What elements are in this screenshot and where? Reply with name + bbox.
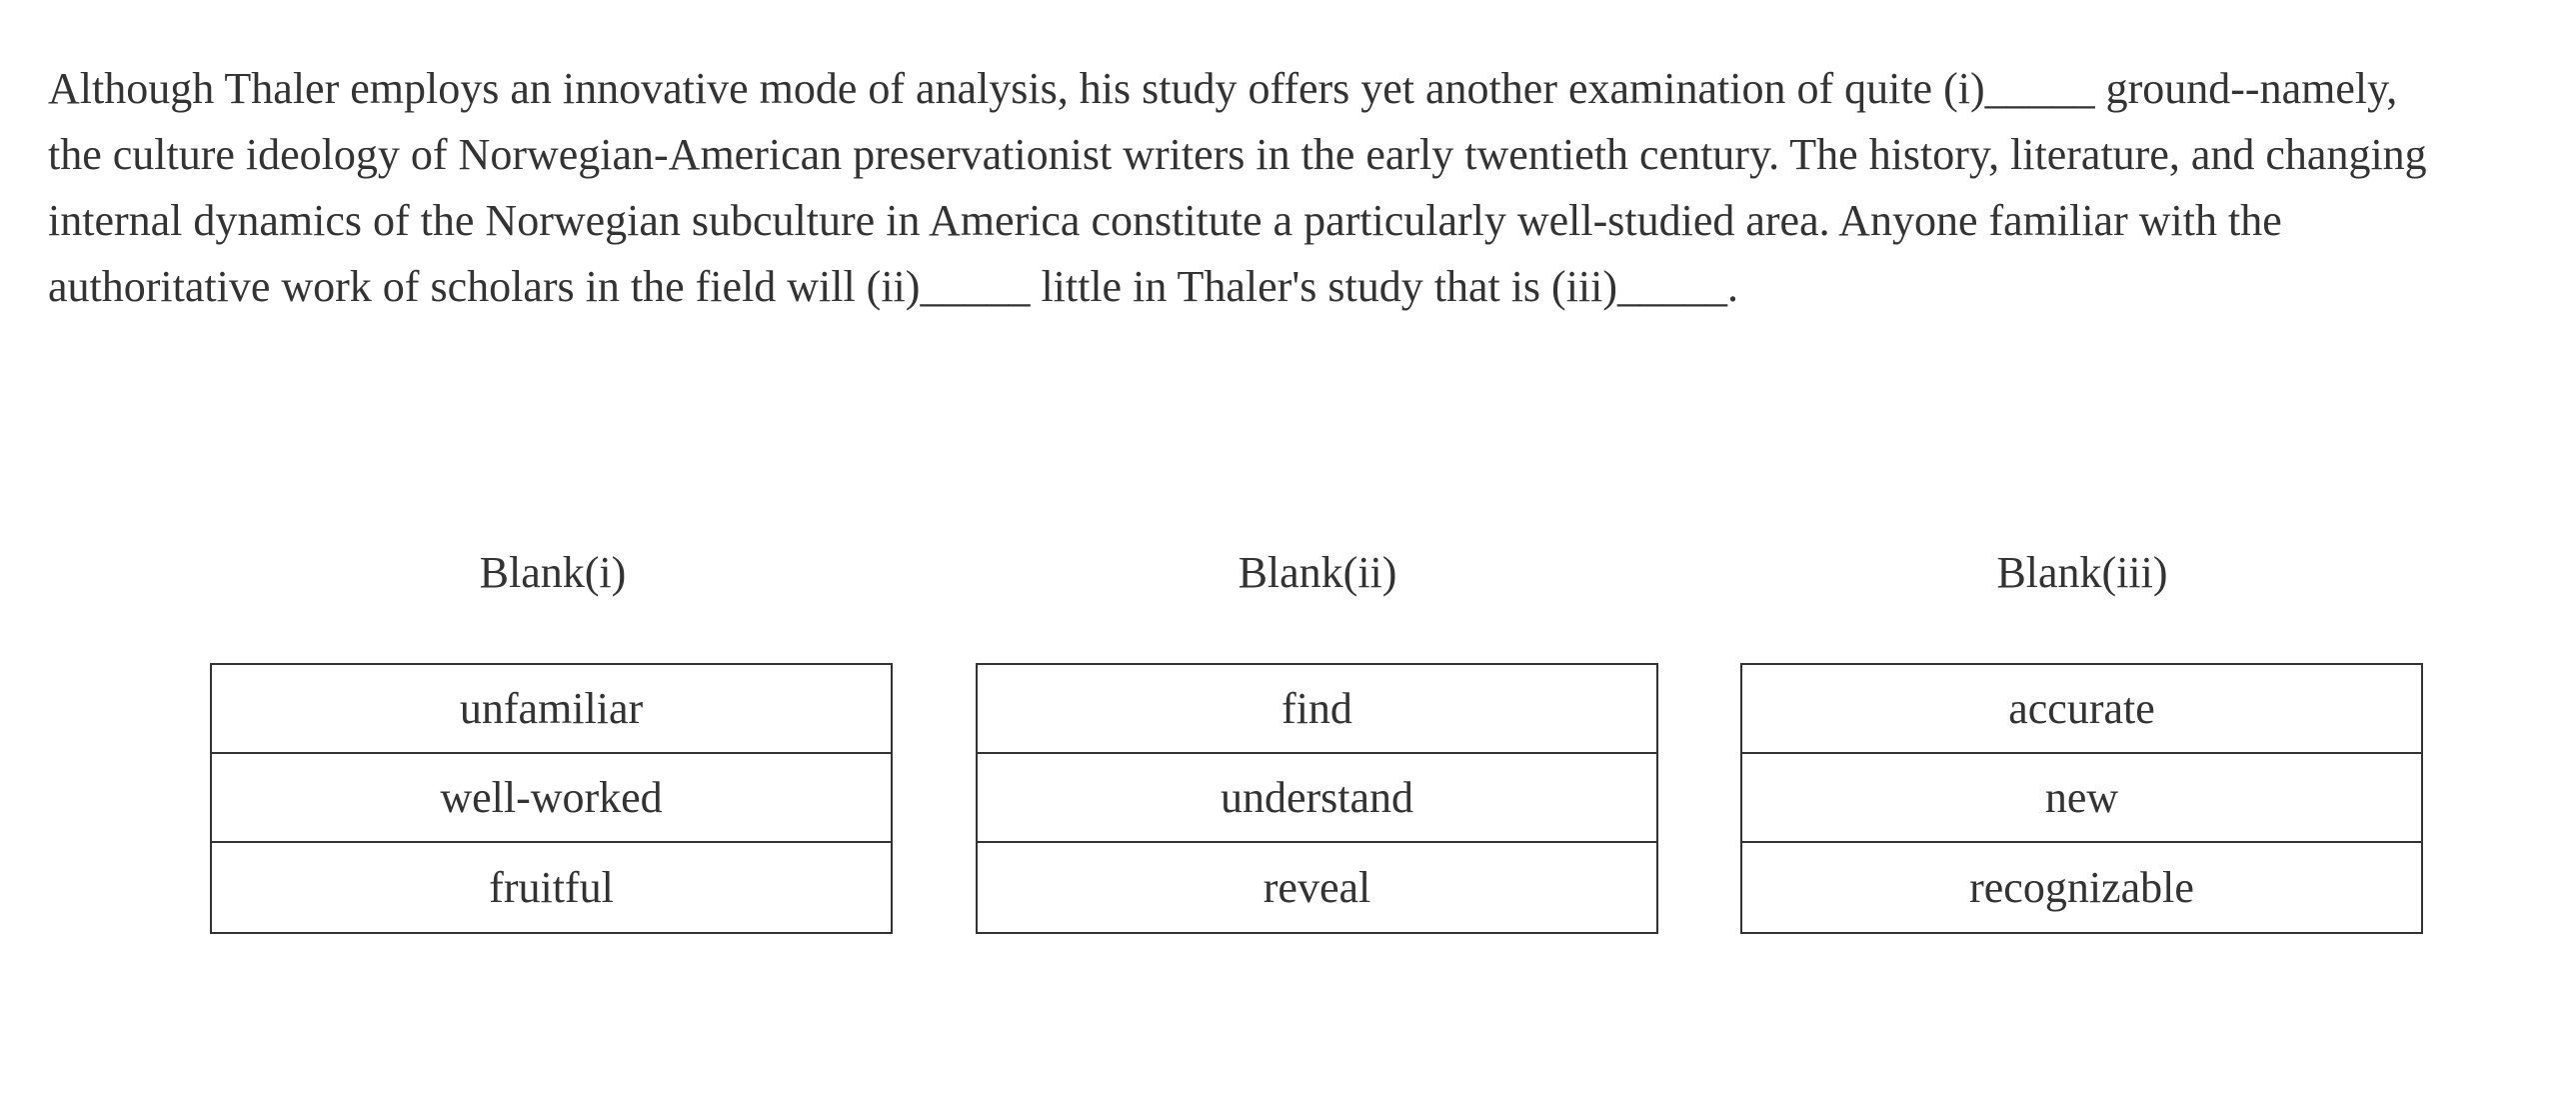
blank-i-header: Blank(i) [479, 548, 627, 597]
blank-ii-options [976, 663, 1658, 934]
blank-i-options [210, 663, 893, 934]
question-line: authoritative work of scholars in the field will (ii)_____ little in Thaler's study that is (iii)_____. [48, 262, 1739, 311]
question-line: Although Thaler employs an innovative mode of analysis, his study offers yet another examination of quite (i)_____ ground--namely, [48, 64, 2398, 113]
blank-headers [0, 548, 2576, 608]
blank-i-option-unfamiliar[interactable]: unfamiliar [212, 665, 891, 754]
blank-ii-option-reveal[interactable]: reveal [1263, 863, 1371, 912]
blank-ii-header: Blank(ii) [1238, 548, 1397, 597]
blank-i-option-fruitful[interactable]: fruitful [489, 863, 614, 912]
question-text [48, 56, 2576, 320]
blank-iii-options [1740, 663, 2423, 934]
blank-iii-header: Blank(iii) [1996, 548, 2168, 597]
blank-i-option-well-worked[interactable]: well-worked [212, 754, 891, 843]
blank-iii-option-recognizable[interactable]: recognizable [1969, 863, 2194, 912]
blank-ii-option-find[interactable]: find [978, 665, 1656, 754]
question-line: internal dynamics of the Norwegian subculture in America constitute a particularly well-studied area. Anyone familiar with the [48, 196, 2282, 245]
blank-iii-option-accurate[interactable]: accurate [1742, 665, 2421, 754]
blank-iii-option-new[interactable]: new [1742, 754, 2421, 843]
blank-ii-option-understand[interactable]: understand [978, 754, 1656, 843]
question-line: the culture ideology of Norwegian-American preservationist writers in the early twentieth century. The history, literature, and changing [48, 130, 2427, 179]
